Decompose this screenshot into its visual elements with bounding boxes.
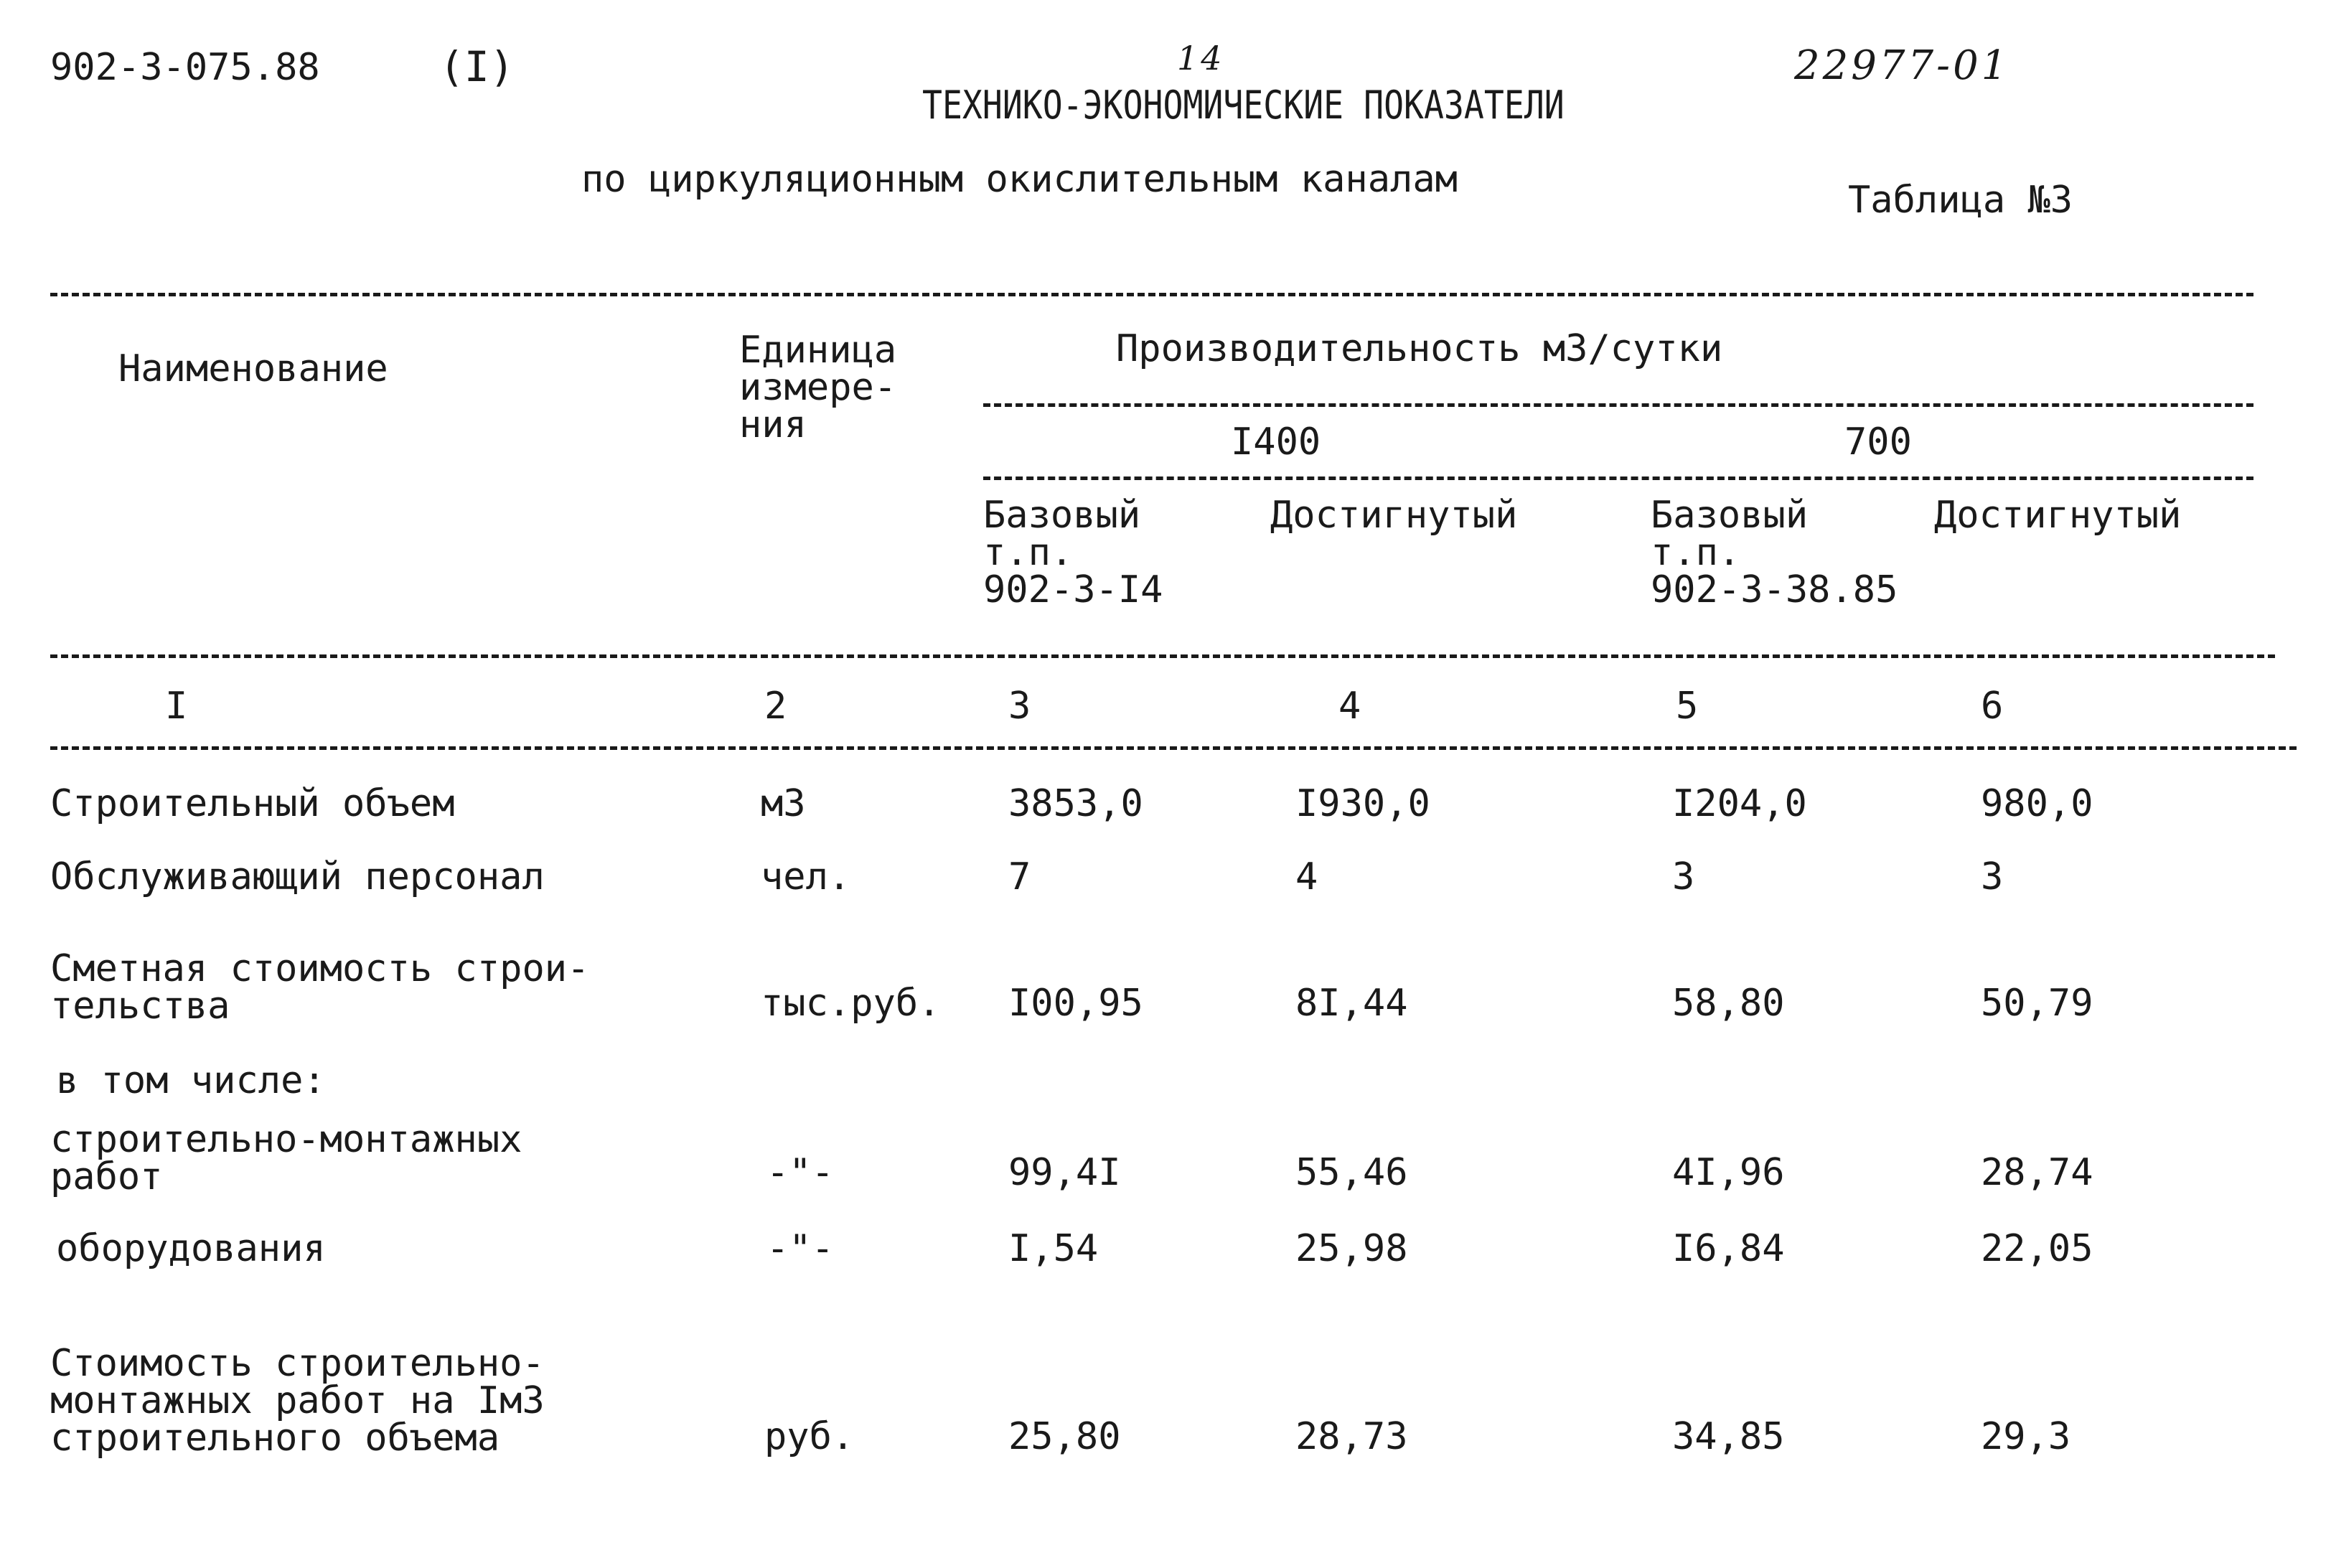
subtitle: по циркуляционным окислительным каналам	[581, 158, 1458, 201]
table-row-name: строительно-монтажных работ	[50, 1118, 522, 1198]
header-achieved-1: Достигнутый	[1270, 494, 1518, 537]
table-row-value: I00,95	[1008, 982, 1143, 1025]
table-row-name: Стоимость строительно- монтажных работ на Iм3 строительного объема	[50, 1342, 545, 1460]
numbers-rule	[50, 746, 2297, 750]
header-achieved-2: Достигнутый	[1934, 494, 2182, 537]
table-row-value: I,54	[1008, 1227, 1099, 1270]
col-number-3: 3	[1008, 685, 1031, 728]
col-number-6: 6	[1981, 685, 2004, 728]
col-number-1: I	[165, 685, 188, 728]
col-number-5: 5	[1676, 685, 1699, 728]
table-row-value: 50,79	[1981, 982, 2093, 1025]
page-number: 14	[1177, 39, 1225, 78]
table-top-rule	[50, 293, 2253, 296]
table-row-value: I204,0	[1672, 782, 1807, 825]
table-row-value: 55,46	[1295, 1151, 1408, 1194]
header-group-1400: I400	[1231, 421, 1321, 464]
header-group-700: 700	[1844, 421, 1912, 464]
header-unit: Единица измере- ния	[739, 329, 897, 446]
table-row-value: 28,74	[1981, 1151, 2093, 1194]
page-title: ТЕХНИКО-ЭКОНОМИЧЕСКИЕ ПОКАЗАТЕЛИ	[922, 83, 1565, 128]
table-row-value: 99,4I	[1008, 1151, 1121, 1194]
table-row-unit: руб.	[764, 1415, 855, 1458]
header-base-1: Базовый т.п. 902-3-I4	[983, 494, 1163, 611]
table-row-value: 22,05	[1981, 1227, 2093, 1270]
table-row-value: 3853,0	[1008, 782, 1143, 825]
table-row-value: 58,80	[1672, 982, 1785, 1025]
table-row-value: 980,0	[1981, 782, 2093, 825]
header-name: Наименование	[118, 347, 388, 390]
table-row-value: 25,80	[1008, 1415, 1121, 1458]
header-capacity: Производительность м3/сутки	[1116, 327, 1723, 370]
table-row-value: 29,3	[1981, 1415, 2071, 1458]
table-row-name: в том числе:	[56, 1059, 326, 1102]
table-row-name: оборудования	[56, 1227, 326, 1270]
table-row-value: 34,85	[1672, 1415, 1785, 1458]
capacity-rule	[983, 403, 2253, 407]
table-row-value: I6,84	[1672, 1227, 1785, 1270]
table-row-value: 4I,96	[1672, 1151, 1785, 1194]
handwritten-number: 22977-01	[1794, 42, 2010, 89]
header-base-2: Базовый т.п. 902-3-38.85	[1651, 494, 1898, 611]
table-row-value: 4	[1295, 855, 1318, 898]
header-bottom-rule	[50, 654, 2275, 658]
doc-code: 902-3-075.88	[50, 46, 320, 89]
doc-part: (I)	[439, 42, 515, 91]
table-row-unit: чел.	[761, 855, 851, 898]
table-row-unit: -"-	[766, 1151, 834, 1194]
table-row-value: 7	[1008, 855, 1031, 898]
col-number-4: 4	[1338, 685, 1361, 728]
table-row-value: 8I,44	[1295, 982, 1408, 1025]
table-row-value: 28,73	[1295, 1415, 1408, 1458]
table-row-unit: м3	[761, 782, 806, 825]
table-row-name: Обслуживающий персонал	[50, 855, 545, 898]
col-number-2: 2	[764, 685, 787, 728]
table-row-name: Сметная стоимость строи- тельства	[50, 947, 590, 1028]
table-label: Таблица №3	[1848, 179, 2073, 222]
table-row-value: 25,98	[1295, 1227, 1408, 1270]
table-row-unit: тыс.руб.	[761, 982, 941, 1025]
table-row-value: 3	[1981, 855, 2004, 898]
table-row-unit: -"-	[766, 1227, 834, 1270]
table-row-name: Строительный объем	[50, 782, 455, 825]
table-row-value: I930,0	[1295, 782, 1430, 825]
table-row-value: 3	[1672, 855, 1695, 898]
group-rule	[983, 476, 2253, 480]
